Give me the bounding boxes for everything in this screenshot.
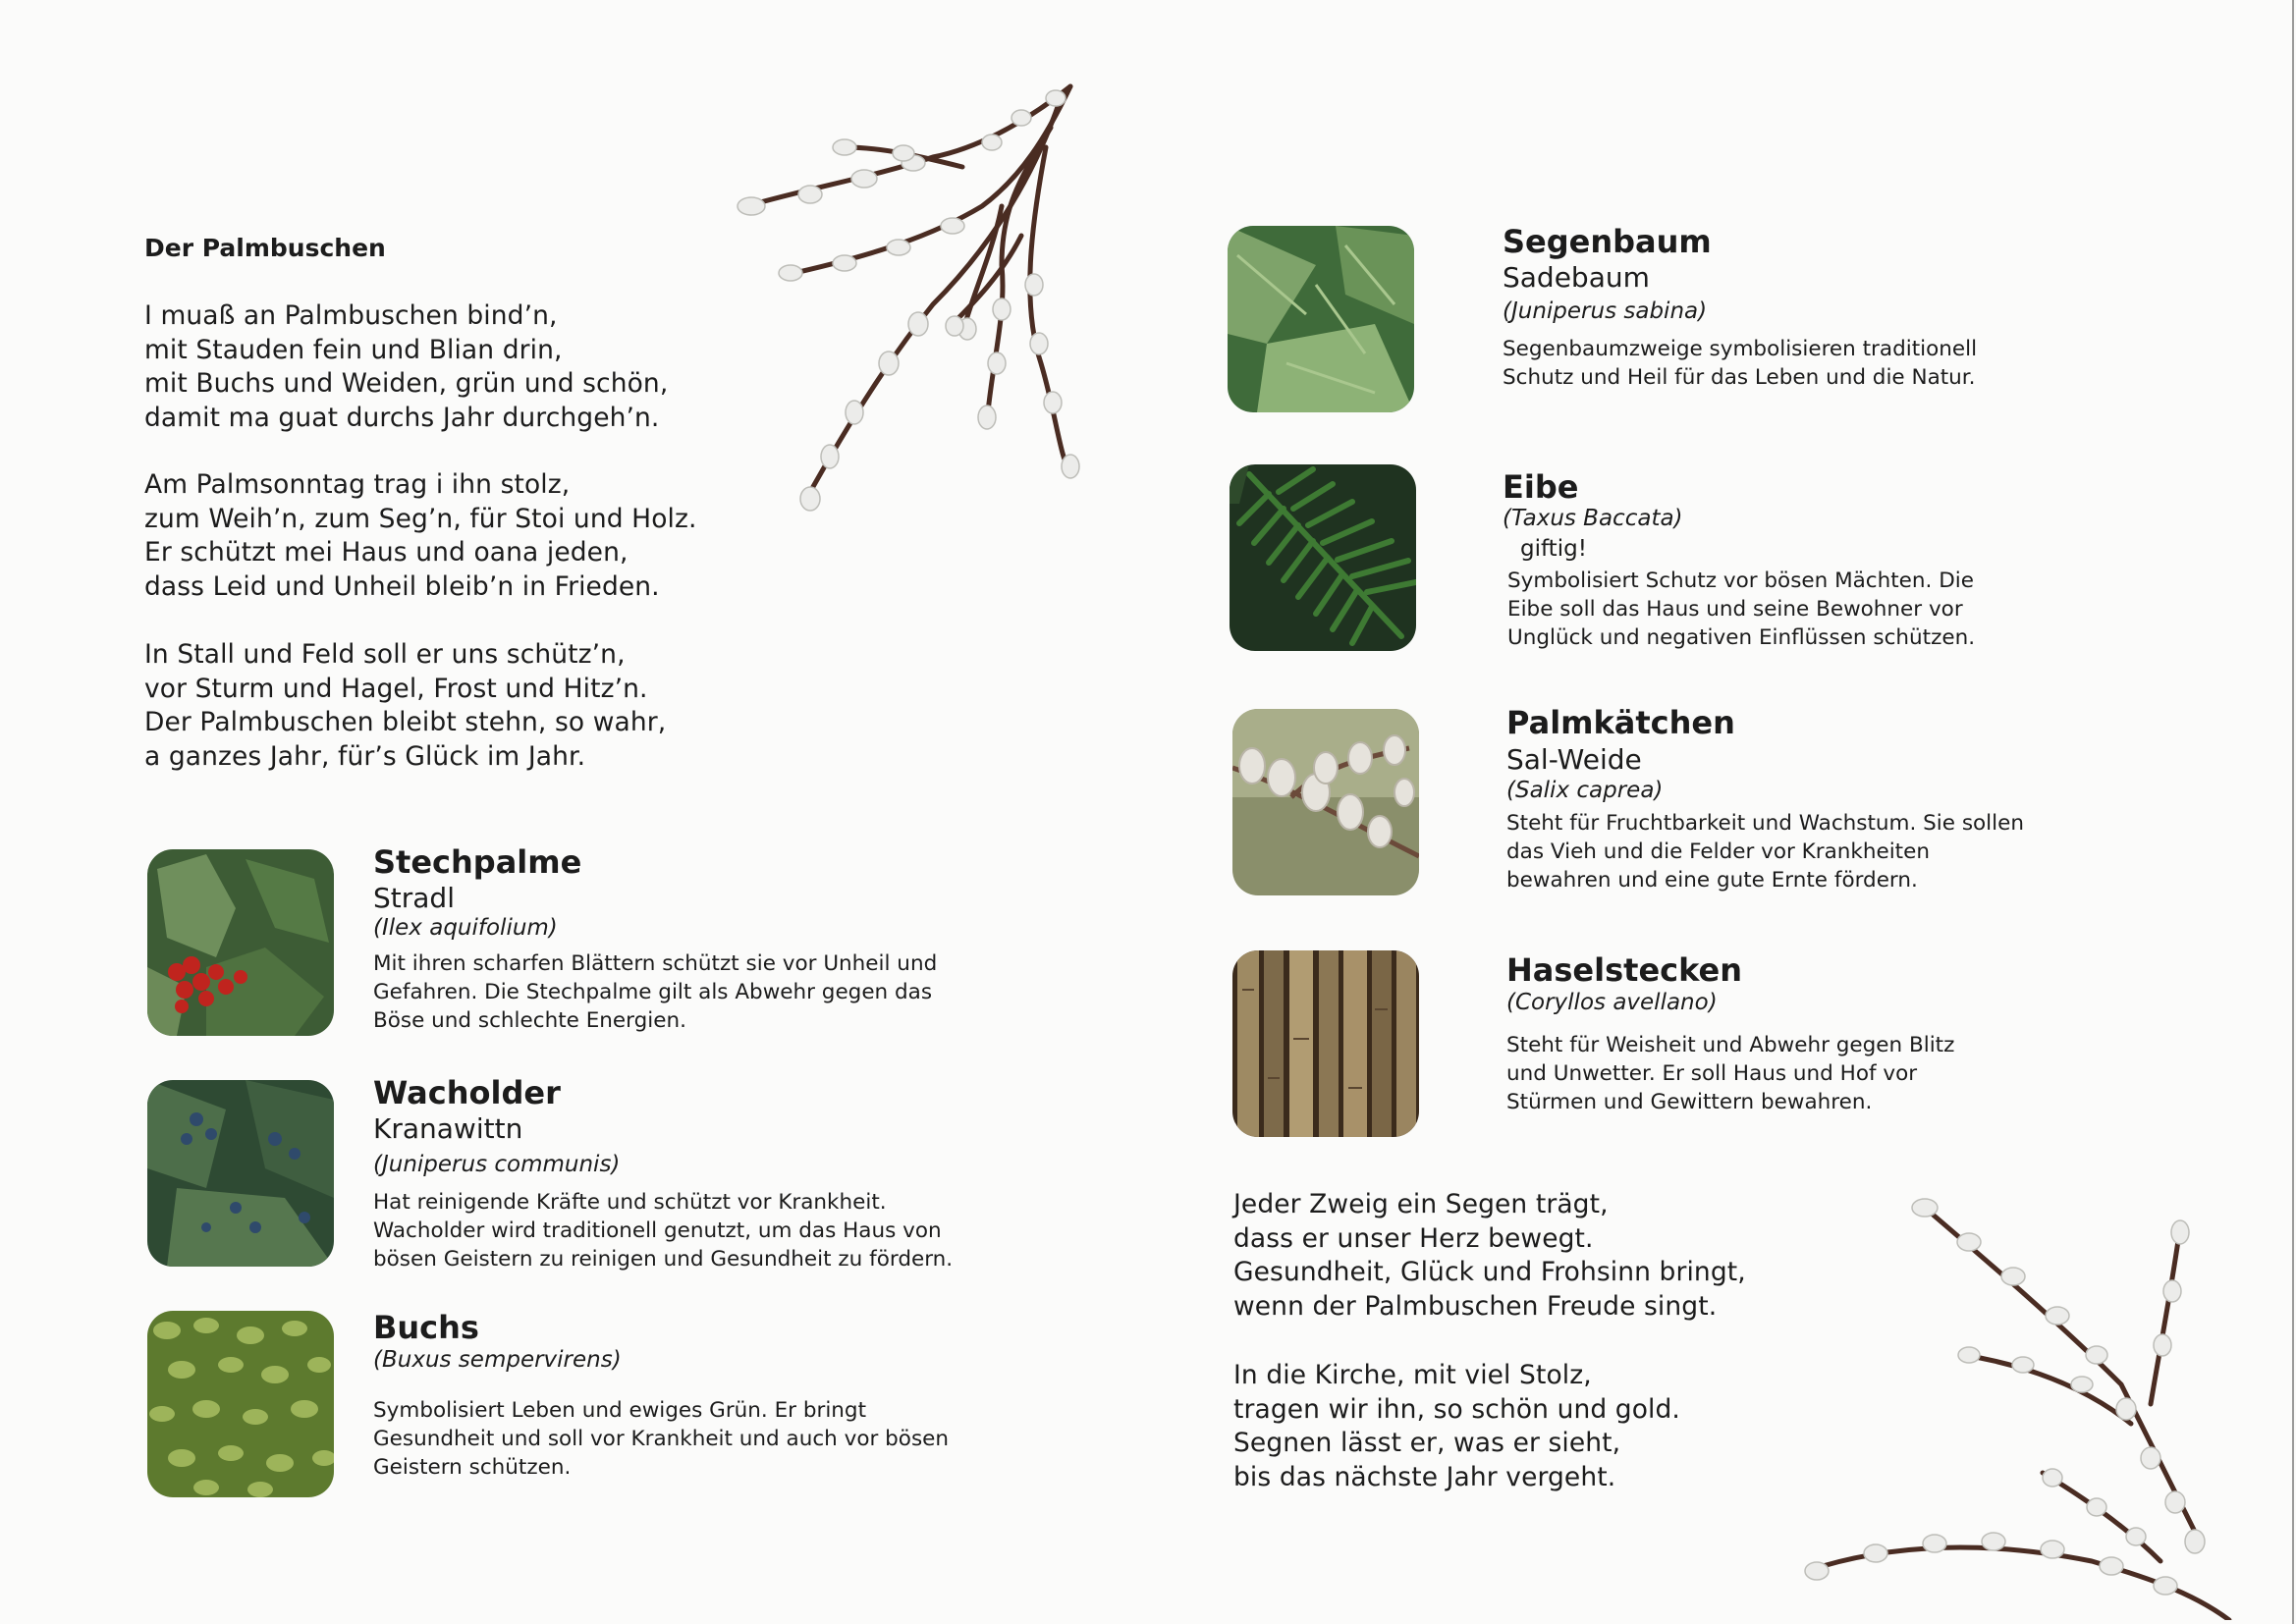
pussy-willow-photo <box>1232 709 1419 895</box>
plant-latin-name: (Taxus Baccata) <box>1503 506 1683 531</box>
plant-name: Stechpalme <box>373 843 582 881</box>
hazel-sticks-photo <box>1232 950 1419 1137</box>
boxwood-photo <box>147 1311 334 1497</box>
plant-name: Buchs <box>373 1309 479 1346</box>
pussy-willow-branch-illustration <box>1797 1188 2249 1620</box>
poem-title: Der Palmbuschen <box>144 234 386 262</box>
closing-stanza-1: Jeder Zweig ein Segen trägt, dass er unser Herz bewegt. Gesundheit, Glück und Frohsinn bringt, wenn der Palmbuschen Freude singt. <box>1233 1189 1746 1322</box>
poem-stanza-1: I muaß an Palmbuschen bind’n, mit Stauden fein und Blian drin, mit Buchs und Weiden, grün und schön, damit ma guat durchs Jahr durchgeh’n. <box>144 300 669 433</box>
plant-local-name: Sadebaum <box>1503 261 1650 294</box>
plant-latin-name: (Buxus sempervirens) <box>373 1347 622 1373</box>
plant-description: Steht für Weisheit und Abwehr gegen Blitz und Unwetter. Er soll Haus und Hof vor Stürmen und Gewittern bewahren. <box>1506 1033 1955 1114</box>
plant-description: Hat reinigende Kräfte und schützt vor Krankheit. Wacholder wird traditionell genutzt, um das Haus von bösen Geistern zu reinigen und Gesundheit zu fördern. <box>373 1190 954 1272</box>
juniper-photo <box>147 1080 334 1267</box>
plant-name: Palmkätchen <box>1506 704 1735 741</box>
plant-latin-name: (Ilex aquifolium) <box>373 915 558 941</box>
poem-stanza-2: Am Palmsonntag trag i ihn stolz, zum Weih’n, zum Seg’n, für Stoi und Holz. Er schützt mei Haus und oana jeden, dass Leid und Unheil bleib’n in Frieden. <box>144 469 697 602</box>
plant-local-name: Stradl <box>373 882 455 914</box>
closing-stanza-2: In die Kirche, mit viel Stolz, tragen wir ihn, so schön und gold. Segnen lässt er, was er sieht, bis das nächste Jahr vergeht. <box>1233 1360 1680 1492</box>
plant-latin-name: (Juniperus sabina) <box>1503 298 1708 324</box>
plant-name: Segenbaum <box>1503 223 1712 260</box>
page-edge-divider <box>2292 0 2294 1624</box>
plant-latin-name: (Coryllos avellano) <box>1506 990 1718 1015</box>
plant-description: Mit ihren scharfen Blättern schützt sie vor Unheil und Gefahren. Die Stechpalme gilt als Abwehr gegen das Böse und schlechte Energien. <box>373 951 938 1033</box>
plant-description: Symbolisiert Leben und ewiges Grün. Er bringt Gesundheit und soll vor Krankheit und auch vor bösen Geistern schützen. <box>373 1398 950 1480</box>
plant-latin-name: (Juniperus communis) <box>373 1152 621 1177</box>
plant-description: Steht für Fruchtbarkeit und Wachstum. Sie sollen das Vieh und die Felder vor Krankheiten bewahren und eine gute Ernte fördern. <box>1506 811 2024 893</box>
plant-name: Eibe <box>1503 468 1579 506</box>
plant-description: Symbolisiert Schutz vor bösen Mächten. Die Eibe soll das Haus und seine Bewohner vor Unglück und negativen Einflüssen schützen. <box>1507 568 1976 650</box>
pussy-willow-branch-illustration <box>707 69 1120 530</box>
yew-photo <box>1230 464 1416 651</box>
plant-latin-name: (Salix caprea) <box>1506 778 1664 803</box>
holly-photo <box>147 849 334 1036</box>
poem-stanza-3: In Stall und Feld soll er uns schütz’n, vor Sturm und Hagel, Frost und Hitz’n. Der Palmbuschen bleibt stehn, so wahr, a ganzes Jahr, für’s Glück im Jahr. <box>144 639 667 772</box>
plant-name: Wacholder <box>373 1074 561 1111</box>
plant-local-name: Kranawittn <box>373 1112 523 1145</box>
savin-photo <box>1228 226 1414 412</box>
plant-local-name: Sal-Weide <box>1506 743 1642 776</box>
plant-name: Haselstecken <box>1506 951 1743 989</box>
plant-description: Segenbaumzweige symbolisieren traditionell Schutz und Heil für das Leben und die Natur. <box>1503 337 1978 390</box>
toxicity-note: giftig! <box>1520 536 1587 562</box>
